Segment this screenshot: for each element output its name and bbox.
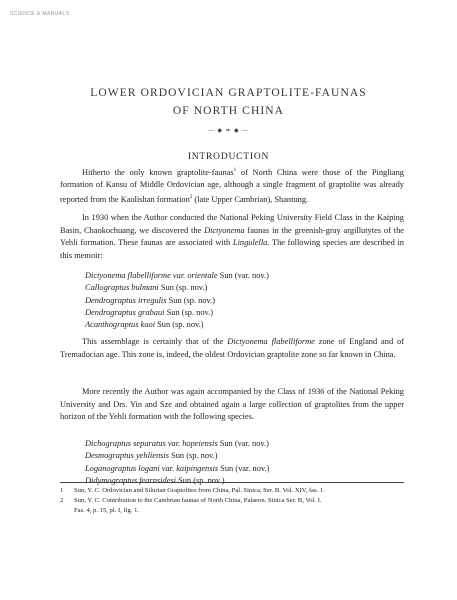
paper-title-line-1: LOWER ORDOVICIAN GRAPTOLITE-FAUNAS — [90, 87, 367, 99]
species-author: Sun (sp. nov.) — [166, 295, 216, 305]
species-item — [85, 307, 405, 319]
species-author: Sun (sp. nov.) — [168, 451, 218, 461]
footnote-number: 1 — [60, 487, 64, 494]
footnote-2 — [60, 496, 404, 515]
species-item — [85, 270, 405, 282]
species-author: Sun (var. nov.) — [217, 271, 269, 280]
species-item — [85, 438, 405, 450]
species-author: Sun (sp. nov.) — [155, 320, 204, 330]
species-name: Dictyonema flabelliforme var. orientale — [85, 271, 218, 280]
footnote-number: 2 — [60, 497, 64, 504]
species-name: Loganograptus logani var. kaipingensis — [85, 463, 219, 473]
paragraph-4: More recently the Author was again accompanied by the Class of 1936 of the National Peking University and Drs. Yin and Sze and obtained again a large collection of graptolites from the upper horizon of the Yehli formation with the following species. — [60, 387, 404, 421]
footnote-text-continued: Fas. 4, p. 15, pl. I, fig. 1. — [74, 506, 140, 514]
species-name: Acanthograptus kaoi — [85, 320, 156, 330]
species-author: Sun (var. nov.) — [217, 439, 269, 448]
footnote-divider — [60, 482, 404, 483]
species-item — [85, 463, 405, 475]
species-author: Sun (sp. nov.) — [158, 283, 208, 293]
footnote-1 — [60, 486, 404, 496]
species-item — [85, 295, 405, 307]
species-list-2 — [85, 438, 405, 487]
species-name: Callograptus bulmani — [85, 283, 159, 293]
species-list-1 — [85, 270, 405, 331]
species-name: Dendrograptus grabaui — [85, 307, 165, 317]
species-author: Sun (sp. nov.) — [175, 475, 225, 485]
paragraph-3: This assemblage is certainly that of the Dictyonema flabelliforme zone of England and of Tremadocian age. This zone is, indeed, the oldest Ordovician graptolite zone so far known in China. — [60, 337, 404, 359]
species-name: Desmograptus yehliensis — [85, 451, 169, 461]
title-ornament: — ◆ ❧ ◆ — — [207, 128, 250, 134]
species-item — [85, 450, 405, 462]
footnote-text: Sun, Y. C. Ordovician and Silurian Graptolites from China, Pal. Sinica, Ser. B. Vol. XIV, fas. 1. — [74, 487, 325, 494]
library-stamp: SCIENCE & MANUALS — [10, 11, 70, 17]
species-author: Sun (sp. nov.) — [164, 307, 214, 317]
paragraph-1: Hitherto the only known graptolite-faunas$^1$ of North China were those of the Pingliang formation of Kansu of Middle Ordovician age, although a single fragment of graptolite was already reported from the Kaolishan formation$^2$ (late Upper Cambrian), Shantung. — [60, 167, 404, 204]
species-author: Sun (var. nov.) — [218, 463, 270, 473]
section-heading: INTRODUCTION — [187, 152, 270, 162]
paragraph-2: In 1930 when the Author conducted the National Peking University Field Class in the Kaiping Basin, Chaokochuang, we discovered the Dictyonema faunas in the greenish-gray argillutytes of the Yehli formation. These faunas are associated with Lingulella. The following species are described in this memoir: — [60, 213, 404, 260]
species-name: Dendrograptus irregulis — [85, 295, 167, 305]
footnote-text: Sun, Y. C. Contribution to the Cambrian faunas of North China, Palaeon. Sinica Ser. B, Vol. I. — [74, 497, 322, 504]
species-item — [85, 282, 405, 294]
species-name: Dichograptus separatus var. hopeiensis — [85, 439, 218, 448]
paper-title-line-2: OF NORTH CHINA — [172, 105, 285, 117]
species-item — [85, 319, 405, 331]
species-name: Didymograptus fearnsidesi — [85, 475, 176, 485]
